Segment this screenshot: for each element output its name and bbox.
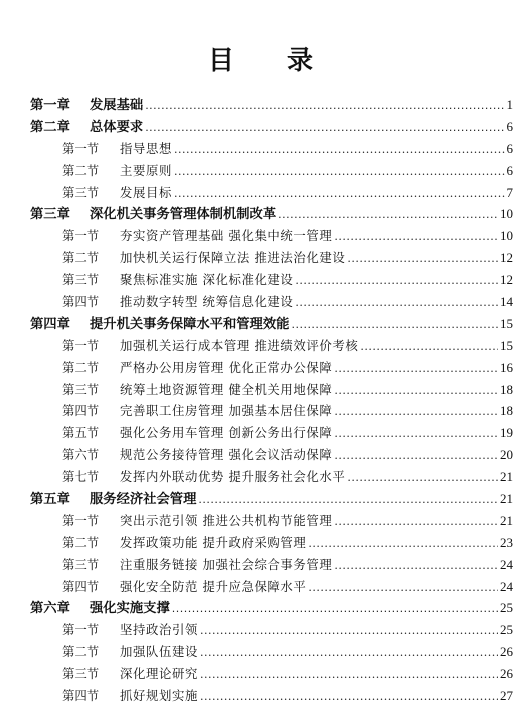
toc-chapter-row (0, 488, 521, 510)
toc-entry-title: 总体要求 (90, 119, 144, 135)
toc-section-row (0, 357, 521, 379)
toc-section-row (0, 685, 521, 707)
toc-entry-number: 第七节 (62, 469, 100, 485)
toc-entry-number: 第一节 (62, 228, 100, 244)
toc-page-number: 21 (500, 491, 513, 507)
toc-section-row (0, 422, 521, 444)
toc-page-number: 15 (500, 337, 513, 353)
toc-page-number: 18 (500, 381, 513, 397)
toc-page-number: 24 (500, 578, 513, 594)
toc-entry-title: 深化机关事务管理体制机制改革 (90, 207, 277, 223)
toc-entry-number: 第五章 (30, 492, 70, 508)
toc-entry-title: 服务经济社会管理 (90, 492, 197, 508)
toc-entry-number: 第一节 (62, 337, 100, 353)
toc-chapter-row (0, 313, 521, 335)
toc-entry-number: 第四节 (62, 403, 100, 419)
toc-entry-number: 第一节 (62, 622, 100, 638)
toc-entry-number: 第二节 (62, 250, 100, 266)
toc-page-number: 12 (500, 272, 513, 288)
toc-page-number: 7 (506, 184, 513, 200)
toc-entry-number: 第一章 (30, 98, 70, 113)
toc-section-row (0, 138, 521, 160)
toc-entry-number: 第六章 (30, 601, 70, 617)
toc-section-row (0, 379, 521, 401)
toc-page-number: 6 (506, 118, 513, 134)
toc-entry-number: 第一节 (62, 512, 100, 528)
toc-entry-number: 第一节 (62, 140, 100, 156)
toc-entry-title: 注重服务链接 加强社会综合事务管理 (120, 556, 333, 572)
dot-leader (334, 445, 498, 467)
toc-entry-number: 第三节 (62, 556, 100, 572)
toc-page-number: 24 (500, 556, 513, 572)
toc-page-number: 21 (500, 469, 513, 485)
dot-leader (347, 248, 498, 270)
toc-entry-title: 统筹土地资源管理 健全机关用地保障 (120, 381, 333, 397)
toc-entry-title: 推动数字转型 统筹信息化建设 (120, 294, 294, 310)
toc-section-row (0, 444, 521, 466)
toc-entry-title: 突出示范引领 推进公共机构节能管理 (120, 512, 333, 528)
dot-leader (174, 139, 505, 161)
dot-leader (334, 511, 498, 533)
toc-page-number: 27 (500, 688, 513, 704)
dot-leader (308, 533, 498, 555)
toc-entry-title: 严格办公用房管理 优化正常办公保障 (120, 359, 333, 375)
toc-entry-title: 提升机关事务保障水平和管理效能 (90, 316, 290, 332)
toc-page-number: 18 (500, 403, 513, 419)
toc-entry-title: 发挥政策功能 提升政府采购管理 (120, 534, 307, 550)
toc-page-number: 26 (500, 666, 513, 682)
toc-entry-title: 加强队伍建设 (120, 644, 198, 660)
toc-entry-title: 强化公务用车管理 创新公务出行保障 (120, 425, 333, 441)
toc-page-number: 16 (500, 359, 513, 375)
dot-leader (334, 226, 498, 248)
toc-chapter-row (0, 94, 521, 116)
toc-section-row (0, 554, 521, 576)
dot-leader (295, 270, 498, 292)
toc-entry-number: 第五节 (62, 425, 100, 441)
toc-entry-number: 第四节 (62, 578, 100, 594)
toc-section-row (0, 182, 521, 204)
dot-leader (278, 204, 498, 226)
toc-entry-number: 第四章 (30, 316, 70, 332)
toc-entry-title: 指导思想 (120, 140, 172, 156)
toc-section-row (0, 466, 521, 488)
dot-leader (200, 642, 498, 664)
toc-page-number: 10 (500, 206, 513, 222)
toc-page-number: 6 (506, 140, 513, 156)
toc-entry-title: 发展目标 (120, 184, 172, 200)
toc-section-row (0, 291, 521, 313)
dot-leader (334, 380, 498, 402)
toc-entry-number: 第三节 (62, 381, 100, 397)
toc-page-number: 21 (500, 512, 513, 528)
dot-leader (334, 401, 498, 423)
toc-section-row (0, 619, 521, 641)
toc-page-number: 10 (500, 228, 513, 244)
toc-chapter-row (0, 597, 521, 619)
toc-section-row (0, 532, 521, 554)
toc-chapter-row (0, 116, 521, 138)
toc-section-row (0, 641, 521, 663)
dot-leader (200, 664, 498, 686)
toc-entry-number: 第三章 (30, 207, 70, 223)
toc-section-row (0, 269, 521, 291)
dot-leader (308, 577, 498, 599)
toc-entry-title: 聚焦标准实施 深化标准化建设 (120, 272, 294, 288)
toc-page-number: 15 (500, 315, 513, 331)
toc-entry-title: 发挥内外联动优势 提升服务社会化水平 (120, 469, 346, 485)
toc-section-row (0, 576, 521, 598)
dot-leader (145, 117, 504, 139)
toc-entry-title: 强化实施支撑 (90, 601, 170, 617)
dot-leader (334, 358, 498, 380)
page-title: 目 录 (207, 46, 336, 76)
dot-leader (145, 95, 504, 117)
dot-leader (360, 336, 498, 358)
toc-entry-number: 第三节 (62, 666, 100, 682)
toc-entry-title: 深化理论研究 (120, 666, 198, 682)
toc-entry-number: 第二节 (62, 359, 100, 375)
toc-section-row (0, 225, 521, 247)
toc-section-row (0, 510, 521, 532)
toc-entry-number: 第三节 (62, 184, 100, 200)
toc-list (0, 94, 521, 707)
toc-entry-title: 发展基础 (90, 98, 144, 113)
toc-entry-title: 抓好规划实施 (120, 688, 198, 704)
toc-entry-number: 第二节 (62, 162, 100, 178)
dot-leader (200, 686, 498, 708)
toc-page-number: 6 (506, 162, 513, 178)
dot-leader (172, 598, 498, 620)
toc-entry-title: 主要原则 (120, 162, 172, 178)
toc-entry-number: 第六节 (62, 447, 100, 463)
toc-page-number: 19 (500, 425, 513, 441)
toc-page-number: 23 (500, 534, 513, 550)
toc-page-number: 25 (500, 600, 513, 616)
dot-leader (295, 292, 498, 314)
toc-entry-number: 第三节 (62, 272, 100, 288)
toc-page-number: 12 (500, 250, 513, 266)
toc-section-row (0, 247, 521, 269)
toc-entry-title: 完善职工住房管理 加强基本居住保障 (120, 403, 333, 419)
dot-leader (334, 423, 498, 445)
dot-leader (200, 620, 498, 642)
toc-page-number: 26 (500, 644, 513, 660)
toc-entry-title: 强化安全防范 提升应急保障水平 (120, 578, 307, 594)
toc-entry-title: 加快机关运行保障立法 推进法治化建设 (120, 250, 346, 266)
toc-page-number: 25 (500, 622, 513, 638)
toc-entry-number: 第二节 (62, 644, 100, 660)
toc-page-number: 14 (500, 294, 513, 310)
toc-entry-title: 规范公务接待管理 强化会议活动保障 (120, 447, 333, 463)
dot-leader (291, 314, 498, 336)
dot-leader (347, 467, 498, 489)
toc-section-row (0, 160, 521, 182)
toc-entry-number: 第二章 (30, 119, 70, 135)
toc-entry-number: 第四节 (62, 688, 100, 704)
toc-entry-title: 加强机关运行成本管理 推进绩效评价考核 (120, 337, 359, 353)
toc-section-row (0, 335, 521, 357)
toc-entry-title: 夯实资产管理基础 强化集中统一管理 (120, 228, 333, 244)
toc-chapter-row (0, 203, 521, 225)
dot-leader (174, 183, 505, 205)
dot-leader (198, 489, 498, 511)
toc-entry-title: 坚持政治引领 (120, 622, 198, 638)
dot-leader (334, 555, 498, 577)
toc-section-row (0, 400, 521, 422)
toc-page-number: 20 (500, 447, 513, 463)
toc-entry-number: 第二节 (62, 534, 100, 550)
toc-section-row (0, 663, 521, 685)
toc-entry-number: 第四节 (62, 294, 100, 310)
dot-leader (174, 161, 505, 183)
toc-page-number: 1 (506, 97, 513, 112)
